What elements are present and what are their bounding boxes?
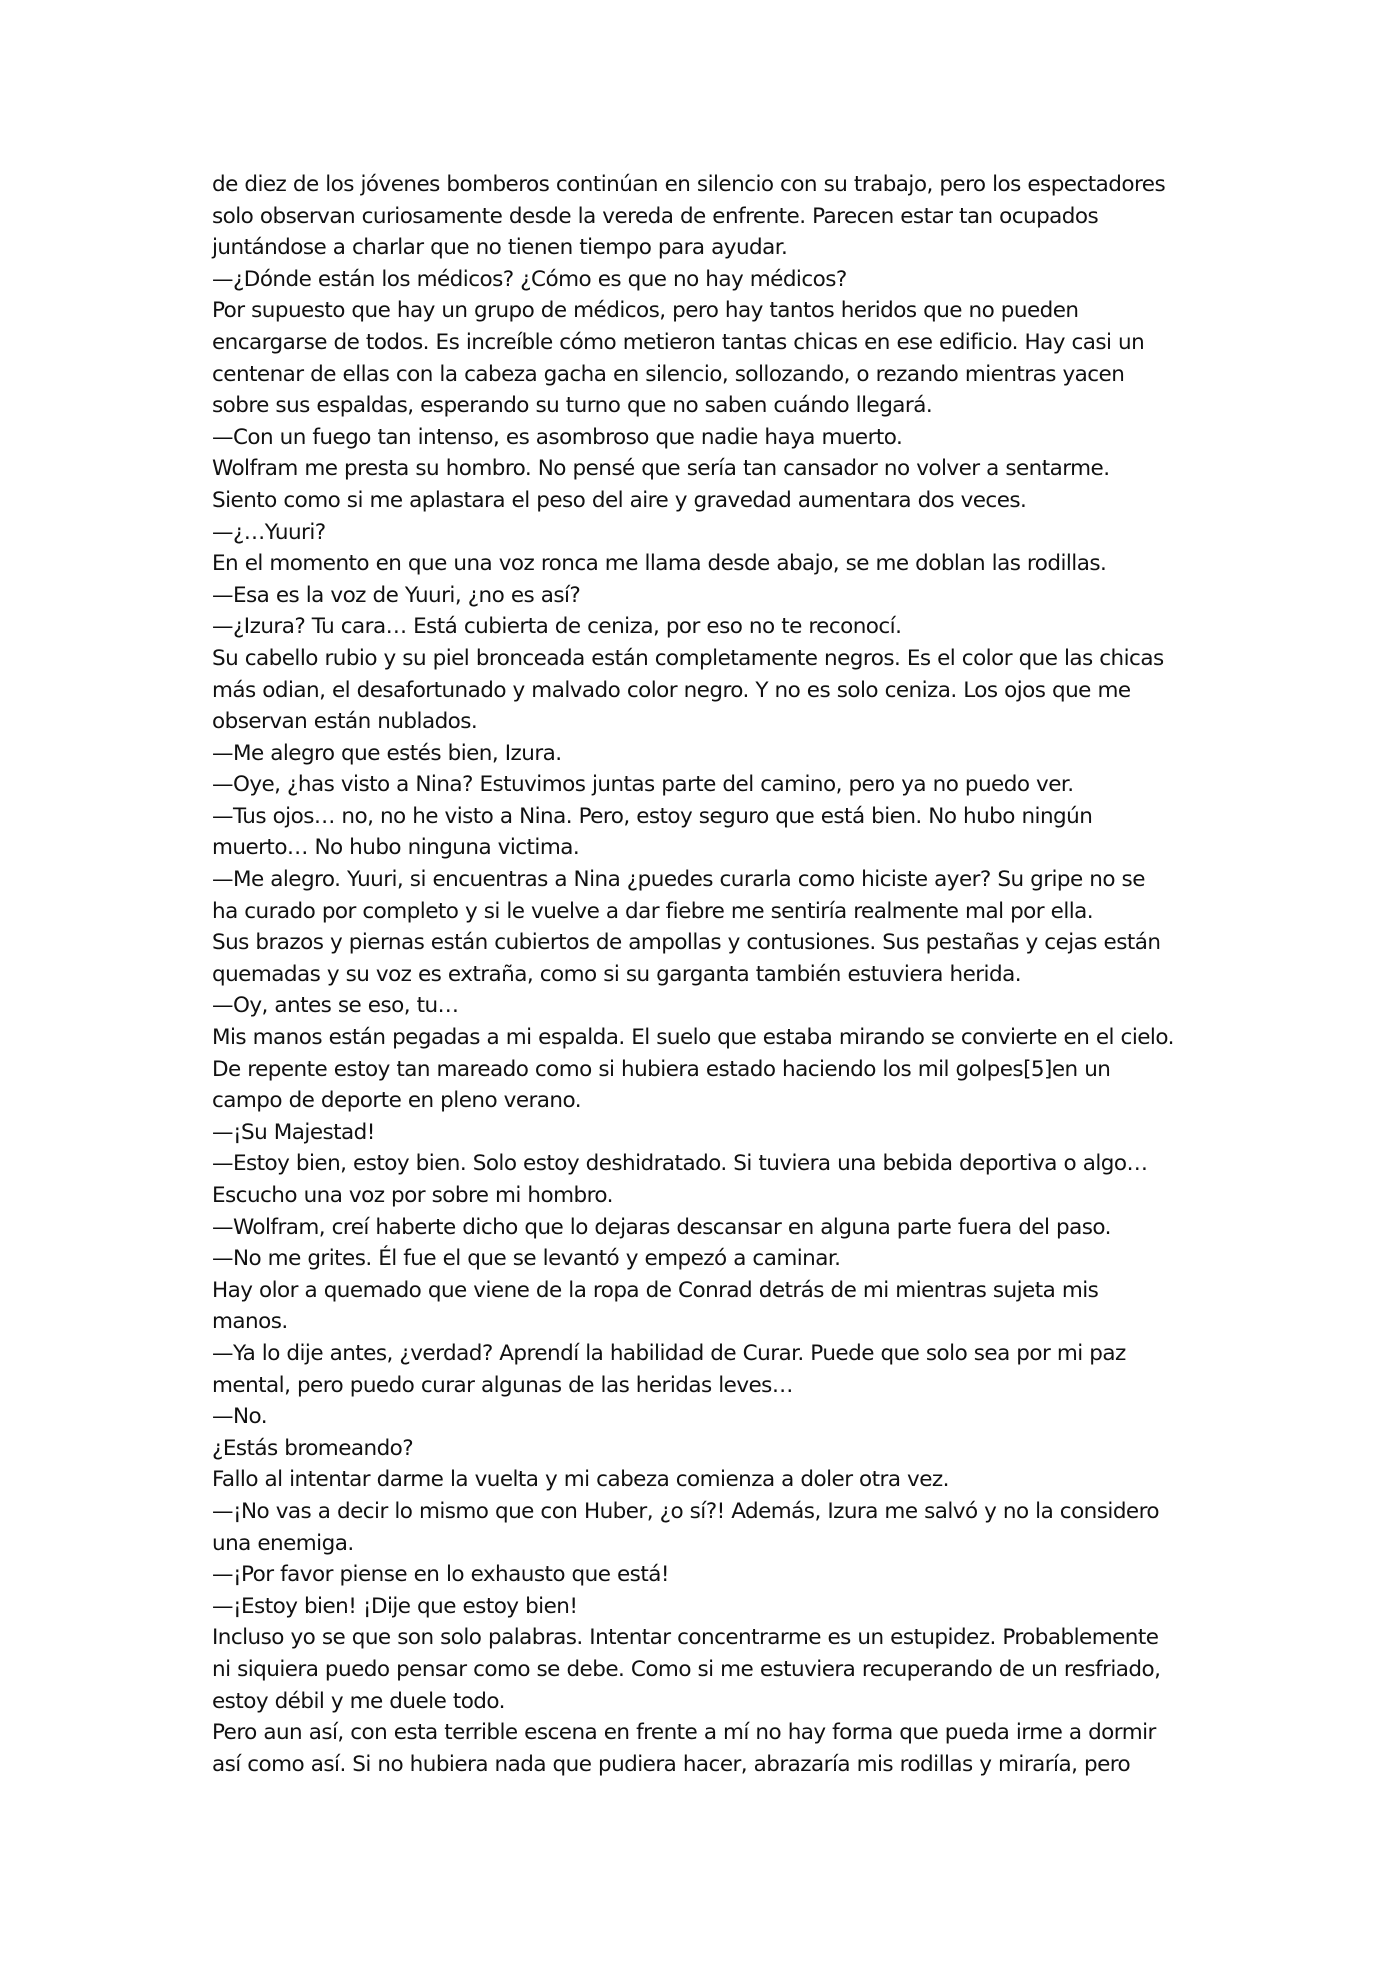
text-line: estoy débil y me duele todo. [212, 1688, 505, 1714]
text-line: —Esa es la voz de Yuuri, ¿no es así? [212, 582, 581, 608]
text-line: de diez de los jóvenes bomberos continúan en silencio con su trabajo, pero los espectadores [212, 172, 1166, 197]
text-line: Fallo al intentar darme la vuelta y mi cabeza comienza a doler otra vez. [212, 1467, 949, 1493]
text-line: Por supuesto que hay un grupo de médicos, pero hay tantos heridos que no pueden [212, 298, 1079, 324]
text-line: —Ya lo dije antes, ¿verdad? Aprendí la habilidad de Curar. Puede que solo sea por mi paz [212, 1340, 1126, 1366]
text-line: —Me alegro. Yuuri, si encuentras a Nina ¿puedes curarla como hiciste ayer? Su gripe no se [212, 867, 1145, 893]
text-line: —Me alegro que estés bien, Izura. [212, 740, 562, 766]
text-line: Su cabello rubio y su piel bronceada están completamente negros. Es el color que las chicas [212, 645, 1164, 671]
text-line: De repente estoy tan mareado como si hubiera estado haciendo los mil golpes[5]en un [212, 1056, 1111, 1082]
text-line: Sus brazos y piernas están cubiertos de ampollas y contusiones. Sus pestañas y cejas están [212, 930, 1161, 956]
text-line: manos. [212, 1309, 288, 1335]
text-line: En el momento en que una voz ronca me llama desde abajo, se me doblan las rodillas. [212, 551, 1107, 577]
text-line: —No me grites. Él fue el que se levantó y empezó a caminar. [212, 1246, 841, 1272]
text-line: muerto… No hubo ninguna victima. [212, 835, 580, 861]
text-line: —Wolfram, creí haberte dicho que lo dejaras descansar en alguna parte fuera del paso. [212, 1214, 1111, 1240]
text-line: —¿Dónde están los médicos? ¿Cómo es que no hay médicos? [212, 266, 847, 292]
text-line: —No. [212, 1404, 267, 1430]
text-line: ha curado por completo y si le vuelve a dar fiebre me sentiría realmente mal por ella. [212, 898, 1094, 924]
text-line: una enemiga. [212, 1530, 354, 1556]
text-line: —Oye, ¿has visto a Nina? Estuvimos juntas parte del camino, pero ya no puedo ver. [212, 772, 1074, 798]
text-line: Mis manos están pegadas a mi espalda. El suelo que estaba mirando se convierte en el cielo. [212, 1025, 1174, 1051]
text-line: quemadas y su voz es extraña, como si su garganta también estuviera herida. [212, 961, 1021, 987]
text-line: —Tus ojos… no, no he visto a Nina. Pero, estoy seguro que está bien. No hubo ningún [212, 803, 1093, 829]
text-line: Incluso yo se que son solo palabras. Intentar concentrarme es un estupidez. Probablemente [212, 1625, 1159, 1651]
text-line: —¡Por favor piense en lo exhausto que está! [212, 1562, 669, 1588]
text-line: sobre sus espaldas, esperando su turno que no saben cuándo llegará. [212, 393, 933, 419]
text-line: —¡No vas a decir lo mismo que con Huber, ¿o sí?! Además, Izura me salvó y no la considero [212, 1498, 1160, 1524]
text-line: —¿Izura? Tu cara… Está cubierta de ceniza, por eso no te reconocí. [212, 614, 902, 640]
text-line: Hay olor a quemado que viene de la ropa de Conrad detrás de mi mientras sujeta mis [212, 1277, 1099, 1303]
text-line: así como así. Si no hubiera nada que pudiera hacer, abrazaría mis rodillas y miraría, pero [212, 1751, 1131, 1777]
text-line: juntándose a charlar que no tienen tiempo para ayudar. [212, 235, 788, 261]
text-line: Pero aun así, con esta terrible escena en frente a mí no hay forma que pueda irme a dormir [212, 1720, 1156, 1746]
text-line: —Con un fuego tan intenso, es asombroso que nadie haya muerto. [212, 424, 903, 450]
text-line: Escucho una voz por sobre mi hombro. [212, 1183, 613, 1208]
text-line: —¡Su Majestad! [212, 1119, 375, 1145]
text-line: Siento como si me aplastara el peso del aire y gravedad aumentara dos veces. [212, 487, 1027, 513]
text-line: —Oy, antes se eso, tu… [212, 993, 459, 1019]
text-line: Wolfram me presta su hombro. No pensé que sería tan cansador no volver a sentarme. [212, 456, 1110, 482]
text-line: ni siquiera puedo pensar como se debe. Como si me estuviera recuperando de un resfriado, [212, 1656, 1161, 1682]
text-line: —¿…Yuuri? [212, 519, 326, 545]
text-line: campo de deporte en pleno verano. [212, 1088, 581, 1114]
text-line: mental, pero puedo curar algunas de las heridas leves… [212, 1372, 793, 1398]
text-line: más odian, el desafortunado y malvado color negro. Y no es solo ceniza. Los ojos que me [212, 677, 1131, 703]
text-line: centenar de ellas con la cabeza gacha en silencio, sollozando, o rezando mientras yacen [212, 361, 1125, 387]
text-line: encargarse de todos. Es increíble cómo metieron tantas chicas en ese edificio. Hay casi un [212, 329, 1145, 355]
text-line: —Estoy bien, estoy bien. Solo estoy deshidratado. Si tuviera una bebida deportiva o algo… [212, 1151, 1148, 1177]
text-line: ¿Estás bromeando? [212, 1435, 414, 1461]
text-line: solo observan curiosamente desde la vereda de enfrente. Parecen estar tan ocupados [212, 203, 1099, 229]
text-line: —¡Estoy bien! ¡Dije que estoy bien! [212, 1593, 578, 1619]
body-text [212, 169, 1202, 1780]
text-line: observan están nublados. [212, 709, 478, 735]
